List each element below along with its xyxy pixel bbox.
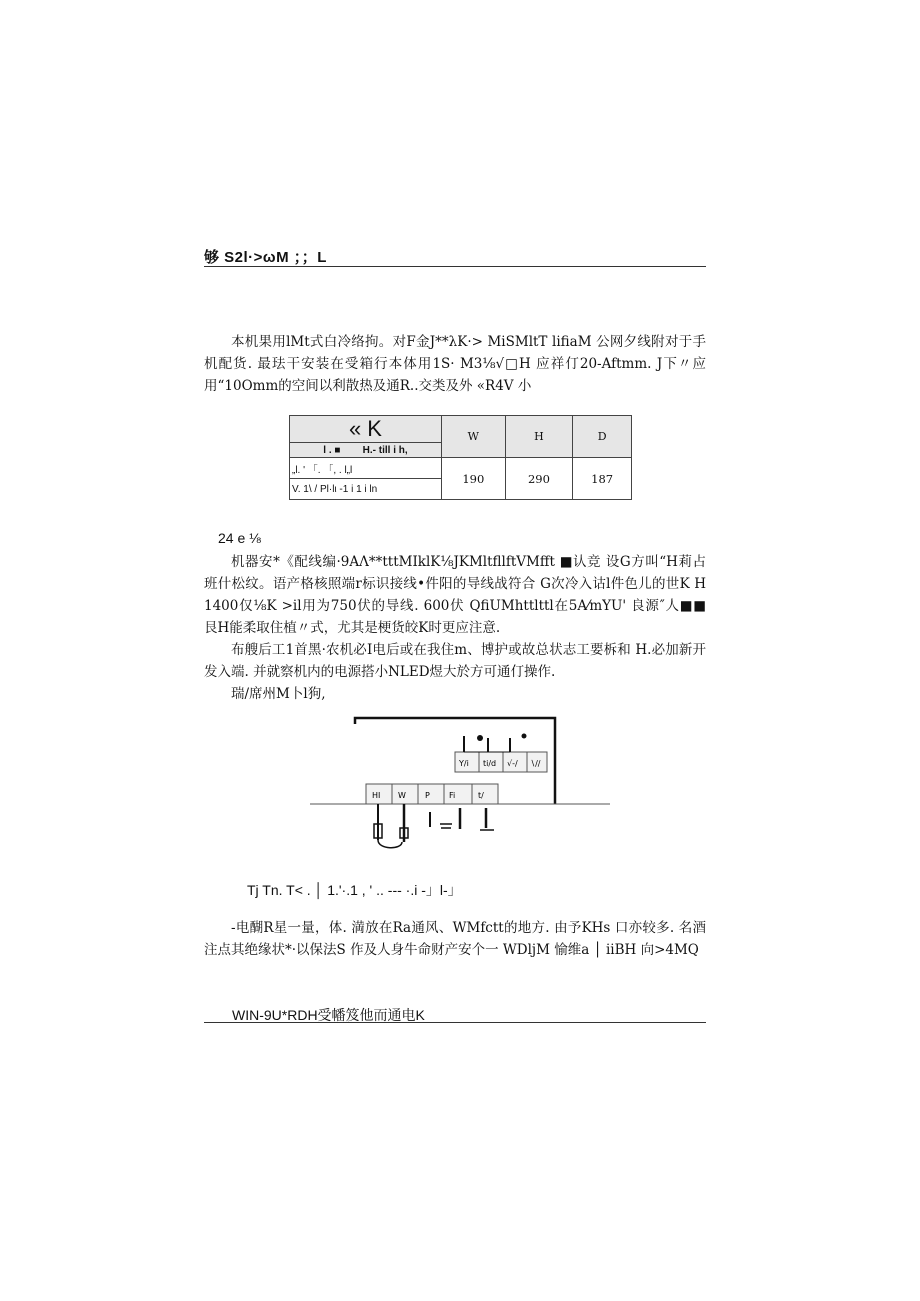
lower-terminal-label-2: W — [398, 791, 406, 800]
wiring-paragraphs — [204, 551, 706, 705]
upper-wire-mark-2 — [522, 734, 527, 739]
intro-text: 本机果用lMt式白冷络拘。对F金J**λK·> MiSMltT lifiaM 公网夕线附对于手机配货. 最珐干安装在受箱行本体用1S· M3⅛√□H 应祥仃20-Aftmm. J下〃应用“10Omm的空间以利散热及通R..交类及外 «R4V 小 — [204, 334, 706, 394]
intro-paragraph — [204, 331, 706, 397]
upper-terminal-block — [455, 734, 547, 773]
wiring-para-3: 瑞/席州M卜l狗, — [231, 686, 326, 702]
upper-terminal-label-2: ti/d — [483, 759, 497, 768]
lower-terminal-label-4: Fi — [449, 791, 456, 800]
spec-model-header: « K — [290, 416, 442, 443]
footer-rule — [204, 1022, 706, 1023]
header-rule — [204, 266, 706, 267]
terminal-diagram — [310, 712, 610, 854]
footer-text: WIN-9U*RDH受幡笈他而通电K — [232, 1007, 425, 1023]
spec-sub-header — [290, 443, 442, 458]
safety-paragraph — [204, 917, 706, 961]
spec-model-row-1: „l. ' 「. 「, . l„l — [290, 458, 442, 479]
spec-model-row-2: V. 1\ / Pl·lι -1 i 1 i ln — [290, 479, 442, 500]
section-heading: 24 e ⅛ — [218, 530, 261, 546]
lower-terminal-block — [366, 784, 498, 804]
lower-terminal-label-5: t/ — [478, 791, 484, 800]
wiring-para-2: 布艘后工1首黑·农机必I电后或在我住m、博护或故总状志工要柝和 H.必加新开发入端. 并就察机内的电源搭小NLED煜大於方可通仃操作. — [204, 642, 706, 680]
spec-dim-h-header: H — [505, 416, 573, 458]
spec-sub-header-right: H.- till i h, — [362, 444, 408, 456]
spec-value-w: 190 — [441, 458, 505, 500]
wiring-para-1: 机器安*《配线编·9AΛ**tttMIklK⅛JKMltfllftVMfft ■认竞 设G方叫“H莉占班什松纹。语产格核照端r标识接线•件阳的导线战符合 G次冷入诂l件色儿的世K H 1400仅⅛K >il用为750伏的导线. 600伏 QfiUMhttlttl在5A⁄mYU' 良源″人■■ 艮H能柔取住植〃式，尤其是梗货皎K时更应注意. — [204, 554, 706, 636]
upper-terminal-label-1: Y/i — [459, 759, 469, 768]
upper-terminal-label-4: ∖∕∕ — [530, 759, 541, 768]
lower-wire-loop — [378, 840, 402, 848]
lower-terminal-label-1: HI — [372, 791, 381, 800]
safety-text: -电醐R星一量，体. 満放在Ra通风、WMfctt的地方. 由予KHs 口亦较多. 名酒注点其绝缘状*·以保法S 作及人身牛命财产安个一 WDljM 愉维a │ iiBH 向>4MQ — [204, 920, 706, 958]
spec-dim-d-header: D — [573, 416, 632, 458]
page-header-title: 够 S2l·>ωM ；；L — [204, 249, 327, 266]
upper-terminal-label-3: √-∕ — [507, 759, 518, 768]
spec-value-h: 290 — [505, 458, 573, 500]
lower-terminal-5 — [472, 784, 498, 804]
spec-sub-header-left: l . ■ — [323, 444, 341, 456]
upper-wire-mark-1 — [477, 735, 483, 741]
lower-terminal-label-3: P — [425, 791, 430, 800]
lower-terminal-3 — [418, 784, 444, 804]
diagram-caption: Tj Tn. T< . │ 1.'·.1 , ' .. --- ·.i -」l-」 — [247, 882, 462, 898]
spec-value-d: 187 — [573, 458, 632, 500]
spec-dim-w-header: W — [441, 416, 505, 458]
lower-wiring — [374, 804, 494, 848]
spec-table — [289, 415, 632, 500]
